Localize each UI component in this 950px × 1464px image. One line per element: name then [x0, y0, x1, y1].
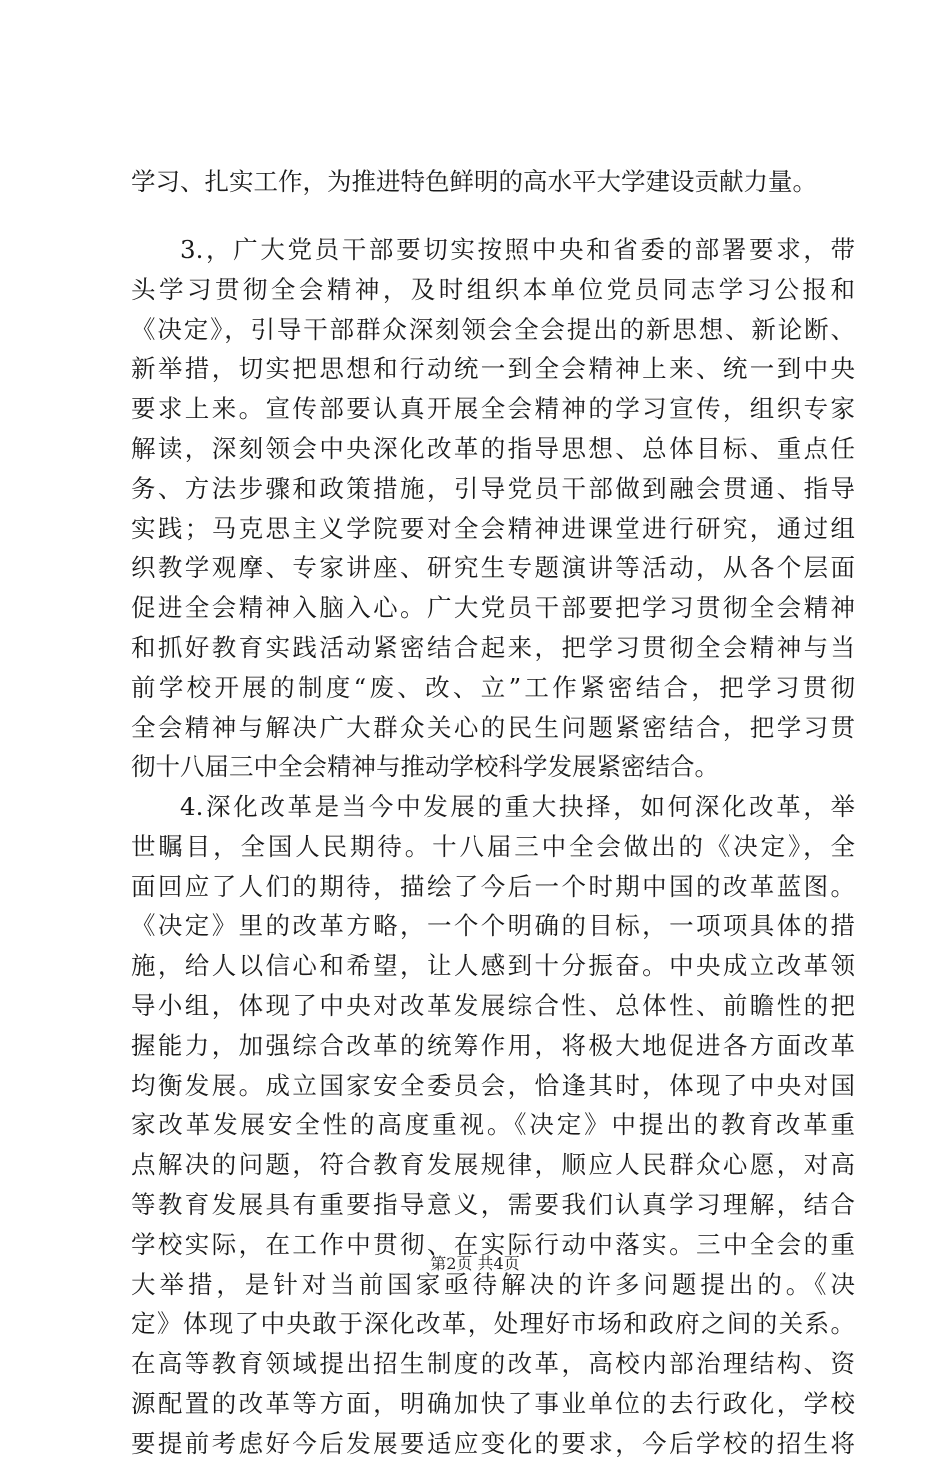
paragraph-p-3-line: 要求上来。宣传部要认真开展全会精神的学习宣传，组织专家 [131, 394, 855, 424]
paragraph-p-4-line: 《决定》里的改革方略，一个个明确的目标，一项项具体的措 [131, 911, 855, 941]
paragraph-p-4-line: 要提前考虑好今后发展要适应变化的要求，今后学校的招生将 [131, 1428, 855, 1458]
paragraph-p-3-line: 新举措，切实把思想和行动统一到全会精神上来、统一到中央 [131, 354, 855, 384]
paragraph-p-4-line: 4.深化改革是当今中发展的重大抉择，如何深化改革，举 [180, 792, 855, 821]
paragraph-p-3-line: 全会精神与解决广大群众关心的民生问题紧密结合，把学习贯 [131, 712, 855, 742]
page-footer: 第2页 共4页 [430, 1254, 520, 1273]
paragraph-p-3-line: 《决定》，引导干部群众深刻领会全会提出的新思想、新论断、 [131, 314, 855, 344]
paragraph-p-4-line: 在高等教育领域提出招生制度的改革，高校内部治理结构、资 [131, 1349, 855, 1379]
paragraph-p-3-line: 解读，深刻领会中央深化改革的指导思想、总体目标、重点任 [131, 434, 855, 463]
paragraph-p-3-line: 织教学观摩、专家讲座、研究生专题演讲等活动，从各个层面 [131, 553, 855, 583]
paragraph-p-3-line: 务、方法步骤和政策措施，引导党员干部做到融会贯通、指导 [131, 473, 855, 503]
paragraph-p-3-line: 和抓好教育实践活动紧密结合起来，把学习贯彻全会精神与当 [131, 633, 855, 662]
paragraph-p-4-line: 施，给人以信心和希望，让人感到十分振奋。中央成立改革领 [131, 951, 855, 981]
paragraph-p-4-line: 点解决的问题，符合教育发展规律，顺应人民群众心愿，对高 [131, 1150, 855, 1180]
paragraph-p-4-line: 定》体现了中央敢于深化改革，处理好市场和政府之间的关系。 [131, 1309, 855, 1339]
paragraph-p-4-line: 均衡发展。成立国家安全委员会，恰逢其时，体现了中央对国 [131, 1070, 855, 1100]
paragraph-p-4-line: 面回应了人们的期待，描绘了今后一个时期中国的改革蓝图。 [131, 871, 855, 901]
paragraph-p-continued-line: 学习、扎实工作，为推进特色鲜明的高水平大学建设贡献力量。 [131, 167, 817, 196]
paragraph-p-4-line: 等教育发展具有重要指导意义，需要我们认真学习理解，结合 [131, 1190, 855, 1219]
paragraph-p-4-line: 世瞩目，全国人民期待。十八届三中全会做出的《决定》，全 [131, 831, 855, 861]
paragraph-p-3-line: 彻十八届三中全会精神与推动学校科学发展紧密结合。 [131, 752, 719, 782]
paragraph-p-3-line: 促进全会精神入脑入心。广大党员干部要把学习贯彻全会精神 [131, 593, 855, 623]
paragraph-p-4-line: 源配置的改革等方面，明确加快了事业单位的去行政化，学校 [131, 1389, 855, 1418]
paragraph-p-4-line: 学校实际，在工作中贯彻、在实际行动中落实。三中全会的重 [131, 1229, 855, 1259]
paragraph-p-3-line: 前学校开展的制度“废、改、立”工作紧密结合，把学习贯彻 [131, 672, 855, 702]
paragraph-p-4-line: 家改革发展安全性的高度重视。《决定》中提出的教育改革重 [131, 1110, 855, 1140]
paragraph-p-3-line: 头学习贯彻全会精神，及时组织本单位党员同志学习公报和 [131, 274, 855, 304]
paragraph-p-4-line: 握能力，加强综合改革的统筹作用，将极大地促进各方面改革 [131, 1030, 855, 1060]
paragraph-p-3-line: 实践；马克思主义学院要对全会精神进课堂进行研究，通过组 [131, 513, 855, 543]
paragraph-p-4-line: 导小组，体现了中央对改革发展综合性、总体性、前瞻性的把 [131, 991, 855, 1020]
paragraph-p-3-line: 3.，广大党员干部要切实按照中央和省委的部署要求，带 [180, 235, 855, 264]
paragraph-p-4-line: 大举措，是针对当前国家亟待解决的许多问题提出的。《决 [131, 1269, 855, 1299]
